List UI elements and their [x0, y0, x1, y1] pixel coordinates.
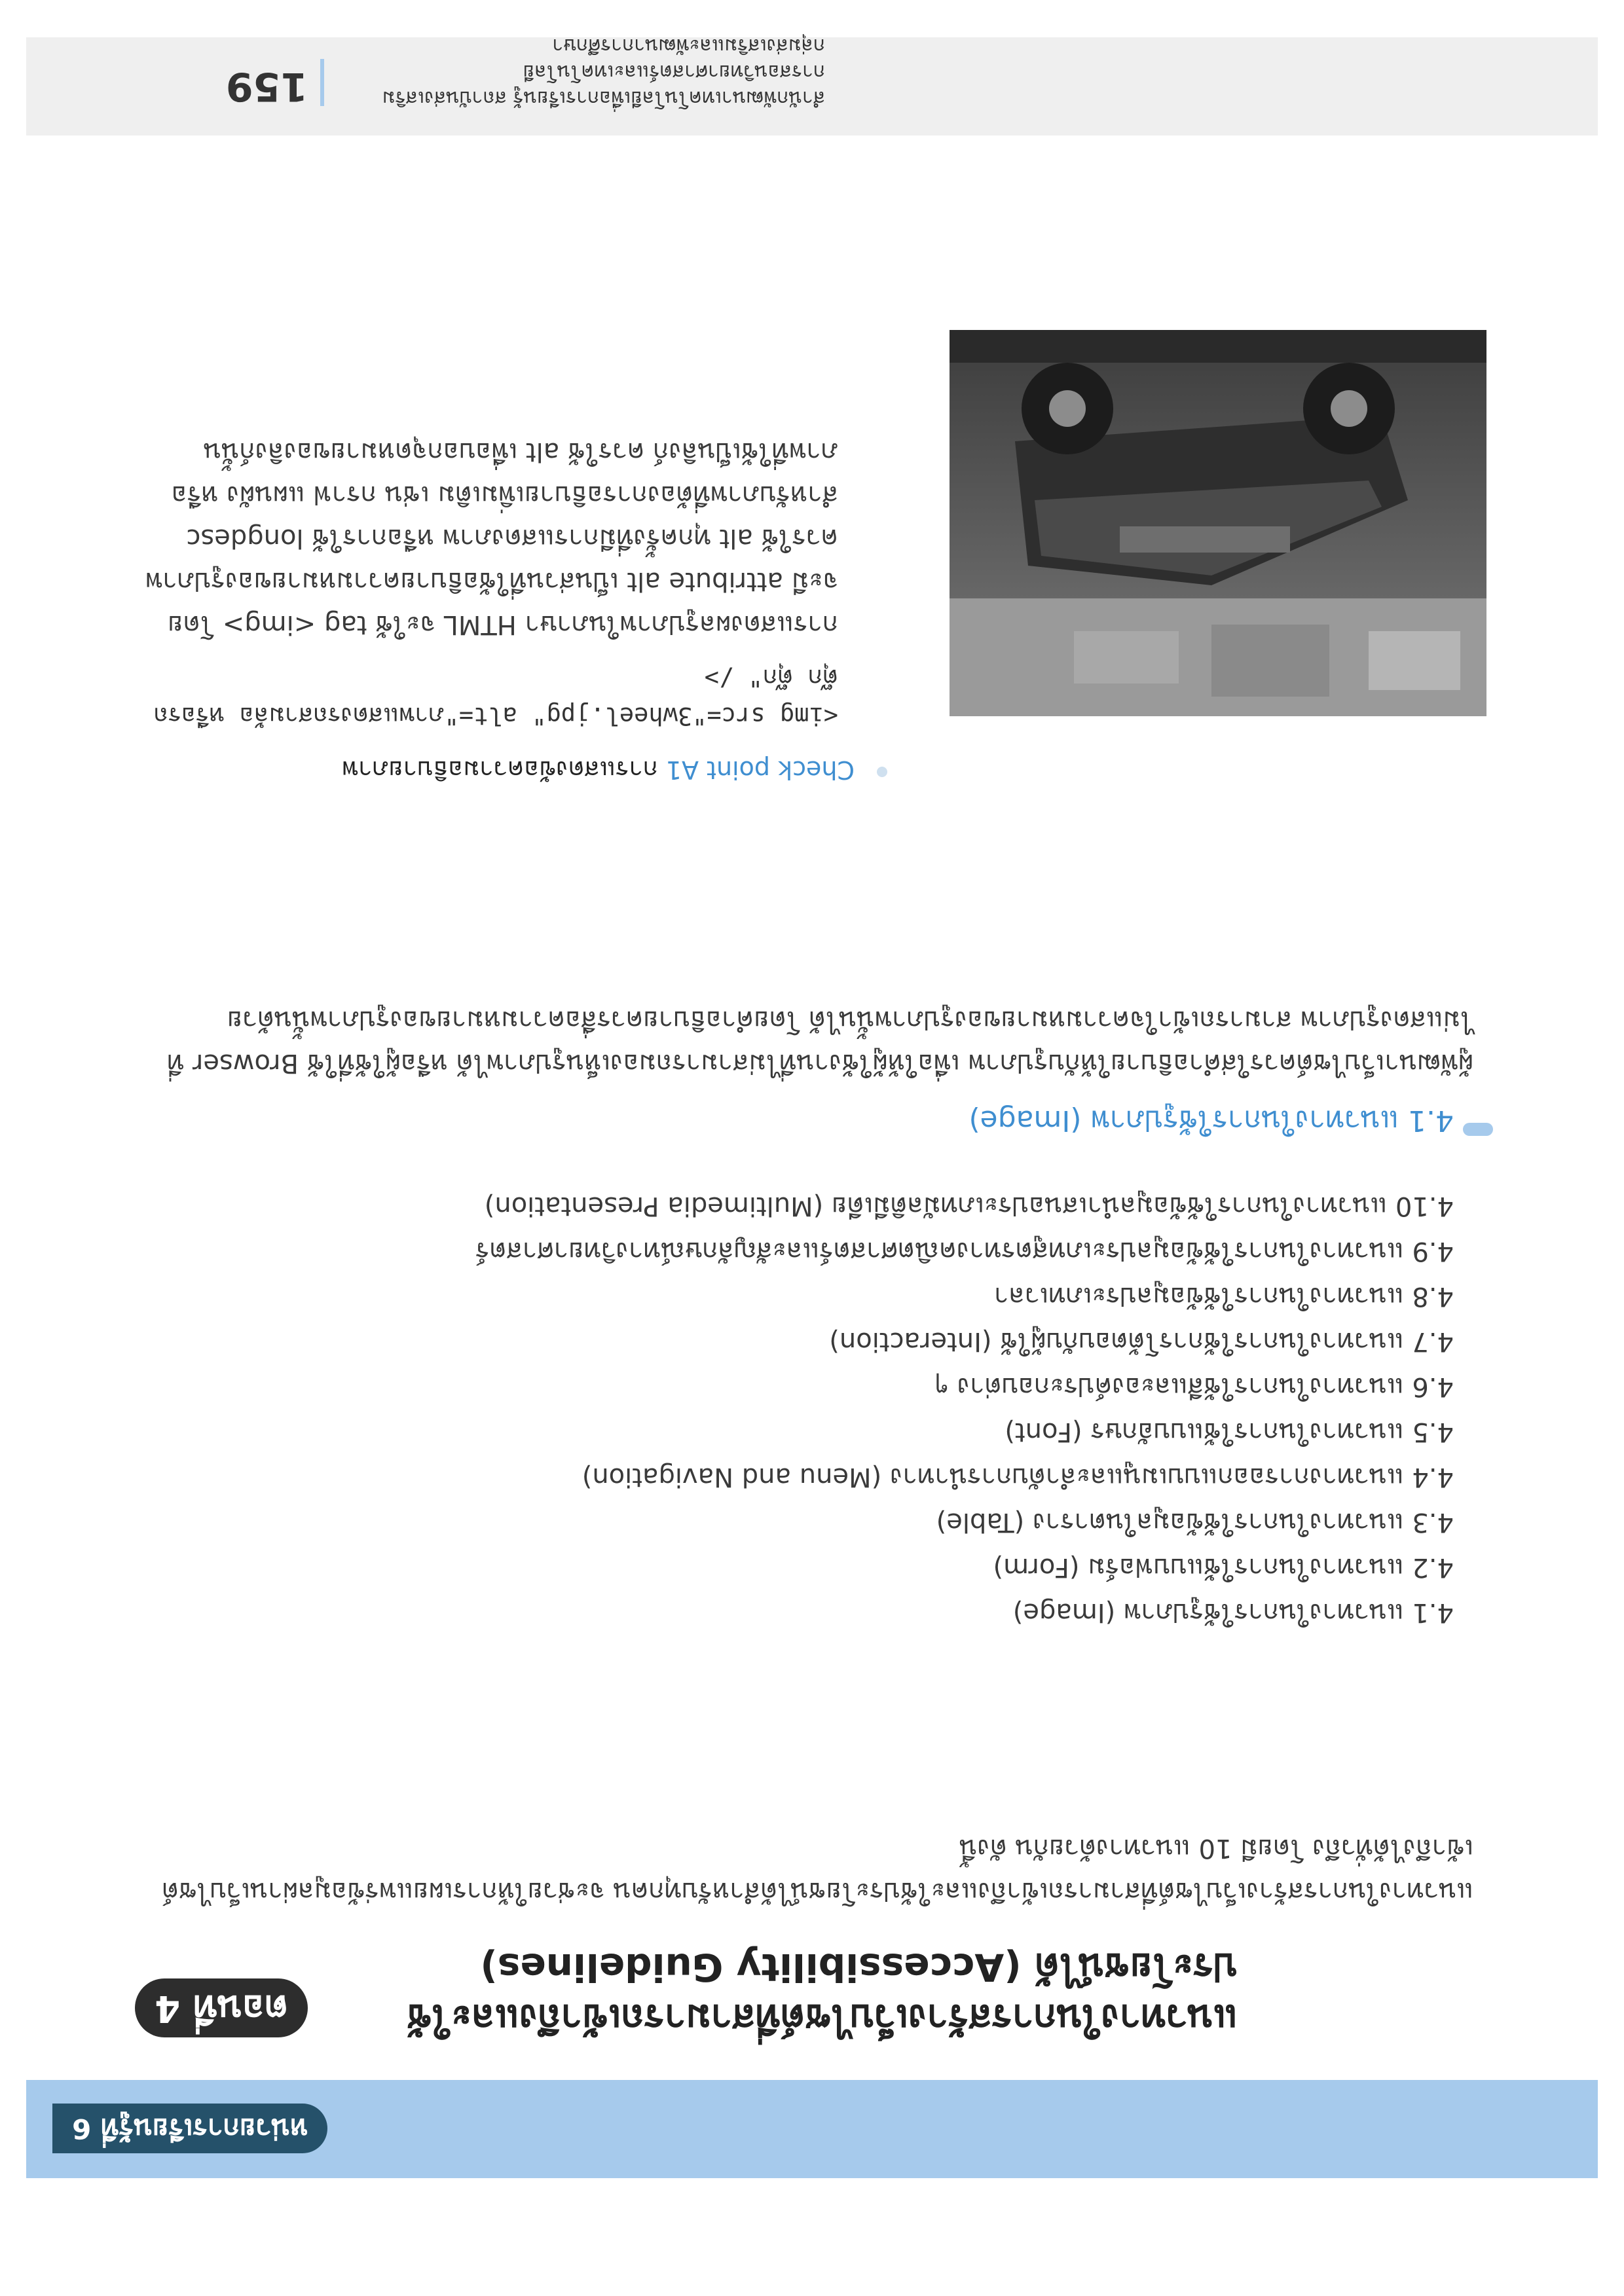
guideline-item: 4.4 แนวทางการออกแบบเมนูและลำดับการนำทาง (Menu and Navigation) [581, 1462, 1454, 1492]
guideline-item: 4.1 แนวทางในการใช้รูปภาพ (Image) [1012, 1597, 1454, 1628]
checkpoint-label: Check point A1 [665, 756, 855, 784]
unit-label: หน่วยการเรียนรู้ที่ 6 [52, 2104, 328, 2153]
section-badge: ตอนที่ 4 [135, 1978, 308, 2037]
three-wheel-vehicle-photo [950, 330, 1486, 716]
checkpoint-paragraph: การแสดงผลรูปภาพในภาษา HTML จะใช้ tag <img> โดยจะมี attribute alt เป็นส่วนที่ใช้อธิบายความหมายของรูปภาพ ควรใช้ alt ทุกครั้งที่มีการแสดงภาพ หรือการใช้ longdesc สำหรับภาพที่ต้องการอธิบายเพิ่มเติม เช่น กราฟ แผนผัง หรือภาพที่ใช้เป็นลิงก์ ควรใช้ alt เพื่อบอกจุดหมายของลิงก์นั้น [145, 437, 838, 640]
guideline-item: 4.5 แนวทางในการใช้แบบอักษร (Font) [1005, 1417, 1454, 1447]
photo-illustration [950, 330, 1486, 716]
code-example: <img src="3wheel.jpg" alt="ภาพแสดงรถสามล้อ หรือรถตุ๊ก ตุ๊ก" /> [153, 664, 838, 730]
footer-text [354, 32, 825, 111]
footer-separator [320, 59, 324, 106]
guideline-item: 4.7 แนวทางในการใช้การโต้ตอบกับผู้ใช้ (Interaction) [829, 1326, 1454, 1357]
guideline-list [210, 1183, 1454, 1635]
guideline-item: 4.3 แนวทางในการใช้ข้อมูลในตาราง (Table) [936, 1507, 1454, 1537]
page-number: 159 [225, 64, 308, 109]
guideline-item: 4.8 แนวทางในการใช้ข้อมูลประเภทเวลา [993, 1281, 1454, 1311]
guideline-item: 4.9 แนวทางในการใช้ข้อมูลประเภทสูตรทางคณิตศาสตร์และสัญลักษณ์ทางวิทยาศาสตร์ [475, 1236, 1454, 1266]
subsection-bar-icon [1463, 1123, 1493, 1136]
intro-paragraph: แนวทางในการสร้างเว็บไซต์ที่สามารถเข้าถึงและใช้ประโยชน์ได้สำหรับทุกคน จะช่วยให้การเผยแพร่ข้อมูลผ่านเว็บไซต์เข้าถึงได้ทั่วถึง โดยมี 10 แนวทางด้วยกัน ดังนี้ [162, 1833, 1473, 1906]
footer-line-department: กลุ่มส่งเสริมและพัฒนาการศึกษา [552, 34, 825, 57]
bullet-icon [877, 767, 887, 777]
checkpoint-title: การแสดงข้อความอธิบายภาพ [341, 756, 658, 784]
checkpoint-heading [342, 750, 855, 790]
guideline-item: 4.10 แนวทางในการใช้ข้อมูลนำเสนอประเภทมัลติมีเดีย (Multimedia Presentation) [484, 1191, 1454, 1221]
section-title: แนวทางในการสร้างเว็บไซต์ที่สามารถเข้าถึงและใช้ประโยชน์ได้ (Accessibility Guidelines) [407, 1945, 1238, 2041]
subsection-heading: 4.1 แนวทางในการใช้รูปภาพ (Image) [969, 1104, 1454, 1137]
guideline-item: 4.6 แนวทางในการใช้สีและองค์ประกอบต่าง ๆ [934, 1372, 1454, 1402]
guideline-item: 4.2 แนวทางในการใช้แบบฟอร์ม (Form) [993, 1552, 1454, 1582]
subsection-paragraph: ผู้พัฒนาเว็บไซต์ควรใส่คำอธิบายให้กับรูปภาพ เพื่อให้ผู้ใช้งานที่ไม่สามารถมองเห็นรูปภาพได้ หรือผู้ใช้ที่ใช้ Browser ที่ไม่แสดงรูปภาพ สามารถเข้าใจความหมายของรูปภาพนั้นได้ โดยคำอธิบายควรสื่อความหมายของรูปภาพนั้นด้วย [166, 1005, 1473, 1078]
footer-line-organization: สำนักพัฒนาเทคโนโลยีเพื่อการเรียนรู้ สถาบันส่งเสริมการสอนวิทยาศาสตร์และเทคโนโลยี [382, 60, 825, 109]
